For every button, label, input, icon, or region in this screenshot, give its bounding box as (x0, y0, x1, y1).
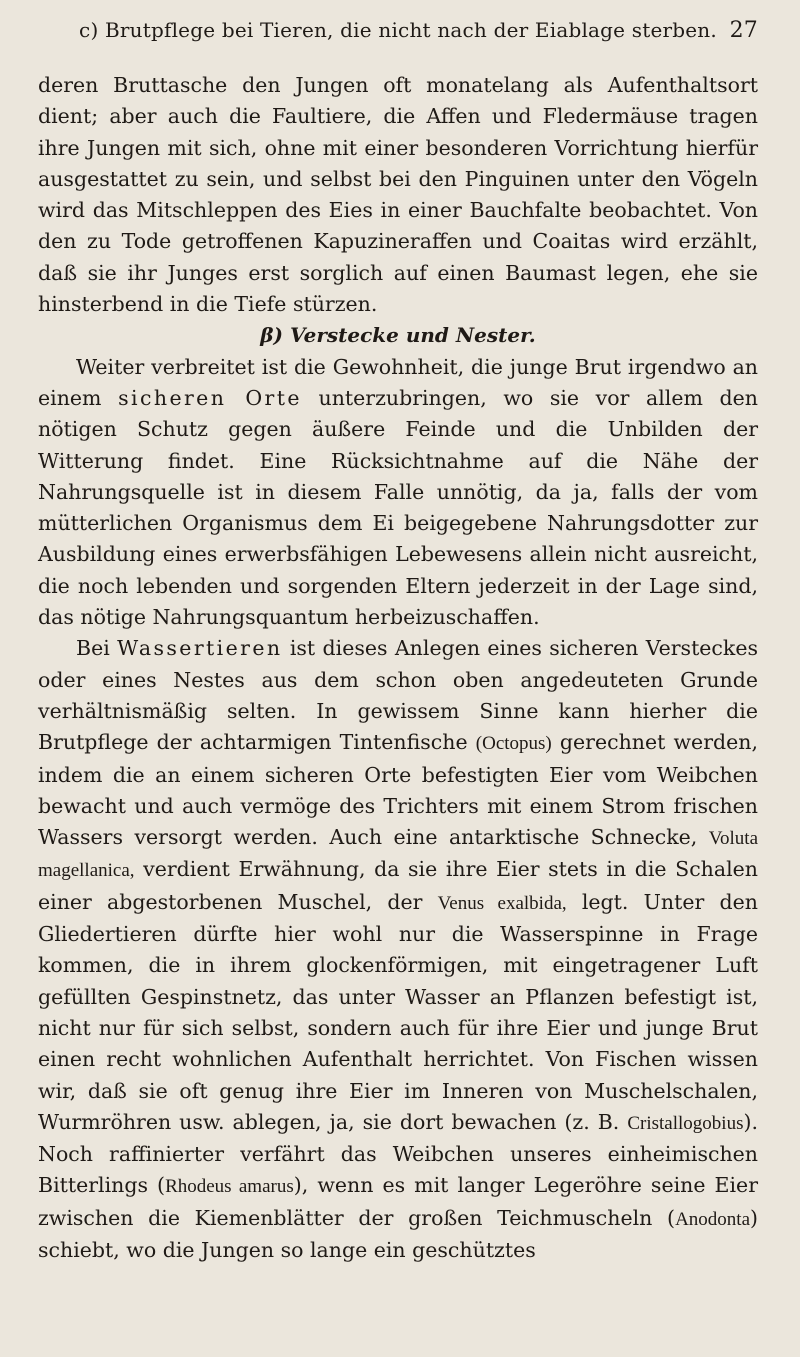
text-run: verdient Erwähnung, da sie ihre Eier stets in die Schalen einer abgestorbenen Muschel, der (38, 857, 758, 914)
text-run: ), wenn es mit langer Legeröhre seine Eier zwischen die Kiemenblätter der großen Teichmuscheln ( (38, 1173, 758, 1230)
paragraph-bruttasche: deren Bruttasche den Jungen oft monatelang als Aufenthaltsort dient; aber auch die Faultiere, die Affen und Fledermäuse tragen ihre Jungen mit sich, ohne mit einer besonderen Vorrichtung hierfür ausgestattet zu sein, und selbst bei den Pinguinen unter den Vögeln wird das Mitschleppen des Eies in einer Bauchfalte beobachtet. Von den zu Tode getroffenen Kapuzineraffen und Coaitas wird erzählt, daß sie ihr Junges erst sorglich auf einen Baumast legen, ehe sie hinsterbend in die Tiefe stürzen. (38, 73, 758, 317)
text-run: unterzubringen, wo sie vor allem den nötigen Schutz gegen äußere Feinde und die Unbilden der Witterung findet. Eine Rücksichtnahme auf die Nähe der Nahrungsquelle ist in diesem Falle unnötig, da ja, falls der vom mütterlichen Organismus dem Ei beigegebene Nahrungsdotter zur Ausbildung eines erwerbsfähigen Lebewesens allein nicht ausreicht, die noch lebenden und sorgenden Eltern jederzeit in der Lage sind, das nötige Nahrungsquantum herbeizuschaffen. (38, 385, 758, 630)
text-run: Bei (76, 636, 110, 661)
text-run: ist dieses Anlegen eines sicheren Versteckes oder eines Nestes aus dem schon oben angedeuteten Grunde verhältnismäßig selten. In gewissem Sinne kann hierher die Brutpflege der achtarmigen Tintenfische (38, 636, 758, 755)
page-number: 27 (729, 18, 758, 43)
paragraph-wassertiere (38, 633, 758, 1266)
text-run: legt. Unter den Gliedertieren dürfte hier wohl nur die Wasserspinne in Frage kommen, die in ihrem glockenförmigen, mit eingetragener Luft gefüllten Gespinstnetz, das unter Wasser an Pflanzen befestigt ist, nicht nur für sich selbst, sondern auch für ihre Eier und junge Brut einen recht wohnlichen Aufenthalt herrichtet. Von Fischen wissen wir, daß sie oft genug ihre Eier im Inneren von Muschelschalen, Wurmröhren usw. ablegen, ja, sie dort bewachen (z. B. (38, 889, 758, 1134)
latin-term-rhodeus: Rhodeus amarus (165, 1176, 294, 1198)
paragraph-sichere-orte (38, 352, 758, 634)
latin-term-venus: Venus exalbida, (437, 892, 567, 914)
text-run: ) schiebt, wo die Jungen so lange ein geschütztes (38, 1205, 758, 1262)
latin-term-cristallogobius: Cristallogobius (627, 1112, 744, 1134)
body-text (38, 70, 758, 1266)
section-heading-verstecke-und-nester: β) Verstecke und Nester. (260, 323, 536, 348)
text-run: gerechnet werden, indem die an einem sicheren Orte befestigten Eier vom Weibchen bewacht und auch vermöge des Trichters mit einem Strom frischen Wassers versorgt werden. Auch eine antarktische Schnecke, (38, 730, 758, 850)
emphasis-wassertieren: Wassertieren (117, 636, 283, 661)
text-run: Weiter verbreitet ist die Gewohnheit, die junge Brut irgendwo an einem (38, 354, 758, 410)
latin-term-anodonta: Anodonta (675, 1208, 750, 1230)
text-run: ). Noch raffinierter verfährt das Weibchen unseres einheimischen Bitterlings ( (38, 1109, 758, 1198)
running-head (38, 18, 758, 56)
latin-term-octopus: (Octopus) (475, 733, 552, 755)
latin-term-voluta: Voluta magellanica, (38, 828, 758, 882)
running-head-title: c) Brutpflege bei Tieren, die nicht nach der Eiablage sterben. (79, 18, 717, 42)
emphasis-sicheren-orte: sicheren Orte (118, 385, 302, 410)
